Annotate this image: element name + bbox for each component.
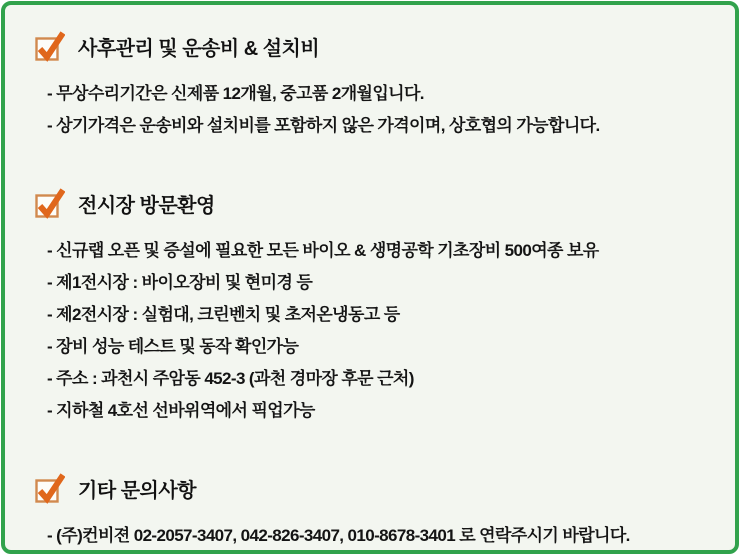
section-header	[35, 29, 709, 63]
list-item: - (주)컨비젼 02-2057-3407, 042-826-3407, 010-8678-3401 로 연락주시기 바랍니다.	[47, 526, 630, 545]
section-title: 사후관리 및 운송비 & 설치비	[78, 37, 320, 60]
list-item: - 장비 성능 테스트 및 동작 확인가능	[47, 337, 299, 356]
list-item: - 상기가격은 운송비와 설치비를 포함하지 않은 가격이며, 상호협의 가능합니다.	[47, 116, 600, 135]
checked-checkbox-icon	[35, 472, 65, 504]
list-item: - 지하철 4호선 선바위역에서 픽업가능	[47, 401, 315, 420]
list-item: - 주소 : 과천시 주암동 452-3 (과천 경마장 후문 근처)	[47, 369, 414, 388]
checked-checkbox-icon	[35, 30, 65, 62]
section-title: 전시장 방문환영	[78, 194, 215, 217]
section-header	[35, 186, 709, 220]
list-item: - 제2전시장 : 실험대, 크린벤치 및 초저온냉동고 등	[47, 305, 400, 324]
section-showroom	[31, 186, 709, 427]
checked-checkbox-icon	[35, 187, 65, 219]
section-aftercare-shipping	[31, 29, 709, 142]
section-title: 기타 문의사항	[78, 479, 196, 502]
list-item: - 무상수리기간은 신제품 12개월, 중고품 2개월입니다.	[47, 84, 424, 103]
notice-panel	[1, 1, 739, 554]
section-header	[35, 471, 709, 505]
list-item: - 신규랩 오픈 및 증설에 필요한 모든 바이오 & 생명공학 기초장비 500여종 보유	[47, 241, 599, 260]
section-contact	[31, 471, 709, 552]
list-item: - 제1전시장 : 바이오장비 및 현미경 등	[47, 273, 313, 292]
